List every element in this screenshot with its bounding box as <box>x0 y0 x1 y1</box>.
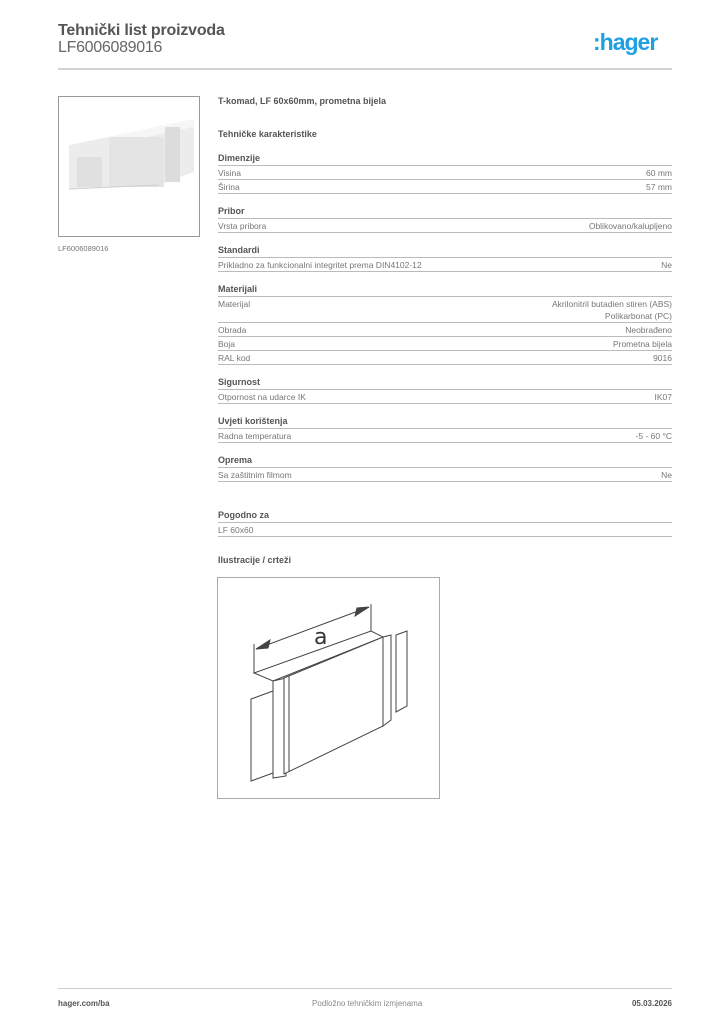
material-abs: Akrilonitril butadien stiren (ABS) <box>552 299 672 309</box>
t-piece-photo-icon <box>59 97 199 236</box>
spec-label: Radna temperatura <box>218 431 292 441</box>
spec-value: 60 mm <box>646 168 672 178</box>
spec-label: LF 60x60 <box>218 525 254 535</box>
spec-row <box>218 523 672 537</box>
product-title: T-komad, LF 60x60mm, prometna bijela <box>218 96 387 106</box>
spec-value: Prometna bijela <box>612 339 672 349</box>
illustrations-heading: Ilustracije / crteži <box>218 555 292 565</box>
spec-content <box>218 96 672 567</box>
spec-label: Visina <box>218 168 241 178</box>
group-conditions <box>218 416 672 443</box>
spec-value: Ne <box>661 260 672 270</box>
group-heading: Standardi <box>218 245 672 258</box>
group-safety <box>218 377 672 404</box>
product-code: LF6006089016 <box>58 39 163 56</box>
spec-value: Ne <box>661 470 672 480</box>
group-heading: Pogodno za <box>218 510 672 523</box>
group-heading: Dimenzije <box>218 153 672 166</box>
spec-value: -5 - 60 °C <box>635 431 672 441</box>
hager-logo: :hager <box>593 29 658 55</box>
spec-row <box>218 180 672 194</box>
group-materials <box>218 284 672 365</box>
spec-label: RAL kod <box>218 353 251 363</box>
group-heading: Uvjeti korištenja <box>218 416 672 429</box>
group-suitable-for <box>218 510 672 537</box>
group-standards <box>218 245 672 272</box>
spec-row <box>218 297 672 323</box>
group-dimensions <box>218 153 672 194</box>
doc-title: Tehnički list proizvoda <box>58 22 225 39</box>
spec-value <box>552 298 672 322</box>
group-heading: Materijali <box>218 284 672 297</box>
material-pc: Polikarbonat (PC) <box>604 311 672 321</box>
spec-label: Boja <box>218 339 236 349</box>
spec-row <box>218 323 672 337</box>
spec-label: Prikladno za funkcionalni integritet prema DIN4102-12 <box>218 260 422 270</box>
spec-row <box>218 468 672 482</box>
t-piece-drawing-icon <box>218 578 439 798</box>
spec-value: Neobrađeno <box>625 325 672 335</box>
spec-label: Sa zaštitnim filmom <box>218 470 292 480</box>
group-accessories <box>218 206 672 233</box>
svg-text:a: a <box>314 625 328 650</box>
spec-label: Širina <box>218 182 240 192</box>
spec-value: IK07 <box>654 392 672 402</box>
spec-row <box>218 258 672 272</box>
spec-value: 57 mm <box>646 182 672 192</box>
group-equipment <box>218 455 672 482</box>
product-image <box>58 96 200 237</box>
spec-label: Obrada <box>218 325 247 335</box>
footer-website-link[interactable]: hager.com/ba <box>58 999 110 1008</box>
product-image-caption: LF6006089016 <box>58 244 109 253</box>
footer-divider <box>58 988 672 989</box>
footer-disclaimer: Podložno tehničkim izmjenama <box>312 999 423 1008</box>
spec-row <box>218 429 672 443</box>
spec-value: 9016 <box>653 353 672 363</box>
footer-date: 05.03.2026 <box>631 999 672 1008</box>
spec-label: Otpornost na udarce IK <box>218 392 306 402</box>
spec-label: Materijal <box>218 299 251 309</box>
spec-row <box>218 166 672 180</box>
section-heading: Tehničke karakteristike <box>218 129 317 139</box>
spec-value: Oblikovano/kalupljeno <box>588 221 672 231</box>
spec-row <box>218 337 672 351</box>
group-heading: Oprema <box>218 455 672 468</box>
spec-label: Vrsta pribora <box>218 221 267 231</box>
spec-row <box>218 219 672 233</box>
group-heading: Pribor <box>218 206 672 219</box>
spec-row <box>218 390 672 404</box>
illustration-frame <box>217 577 440 799</box>
spec-row <box>218 351 672 365</box>
header-divider <box>58 68 672 70</box>
group-heading: Sigurnost <box>218 377 672 390</box>
